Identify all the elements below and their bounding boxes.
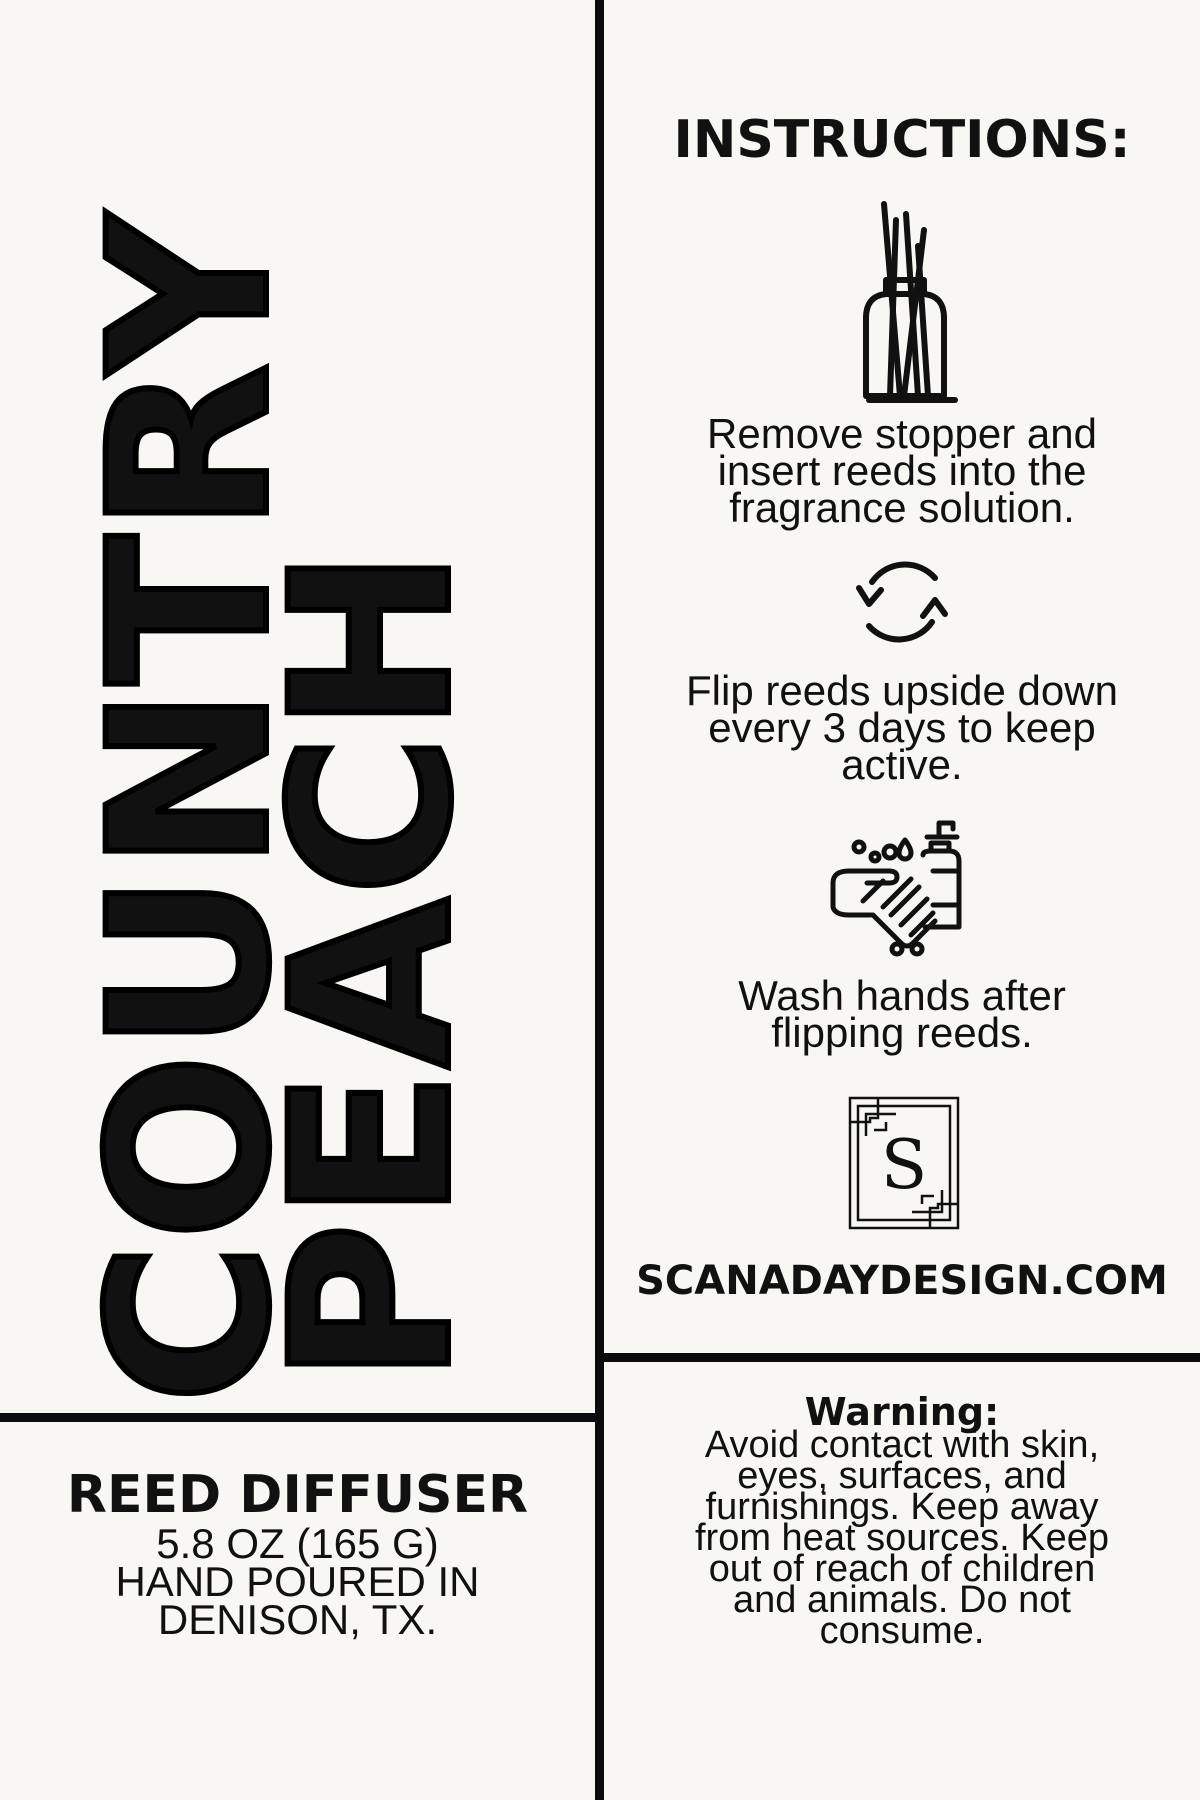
warning-heading: Warning: [804,1390,1000,1434]
product-info [0,1422,595,1643]
product-weight: 5.8 OZ (165 G) [156,1520,439,1567]
step-3-line-1: Wash hands after [738,972,1066,1019]
monogram-letter: S [880,1126,928,1205]
step-1-text [604,410,1200,531]
monogram-s-logo [848,1096,960,1230]
step-2-line-3: active. [841,741,963,788]
step-3-text [604,972,1200,1056]
product-title-line-1: COUNTRY [62,212,318,1404]
product-origin-line-1: HAND POURED IN [115,1558,480,1605]
product-title-line-2: PEACH [244,546,500,1384]
product-type: REED DIFFUSER [66,1465,529,1525]
step-2-line-1: Flip reeds upside down [686,667,1118,714]
step-2-text [604,667,1200,788]
warning-panel [604,1390,1200,1652]
refresh-arrows-icon [847,552,957,652]
instructions-heading: INSTRUCTIONS: [673,110,1131,170]
step-1-line-3: fragrance solution. [729,484,1075,531]
right-horizontal-divider [599,1353,1200,1362]
brand-website: SCANADAYDESIGN.COM [636,1258,1168,1304]
vertical-divider [595,0,604,1800]
left-horizontal-divider [0,1413,599,1422]
hand-washing-icon [827,815,972,960]
product-origin-line-2: DENISON, TX. [157,1596,438,1643]
warning-body: Avoid contact with skin, eyes, surfaces, and furnishings. Keep away from heat sources. Keep out of reach of children and animals. Do not consume. [695,1424,1109,1652]
step-1-line-2: insert reeds into the [717,447,1087,494]
step-3-line-2: flipping reeds. [771,1009,1033,1056]
product-title-panel [0,0,595,1413]
step-1-line-1: Remove stopper and [707,410,1097,457]
step-2-line-2: every 3 days to keep [708,704,1096,751]
reed-diffuser-icon [844,200,964,406]
